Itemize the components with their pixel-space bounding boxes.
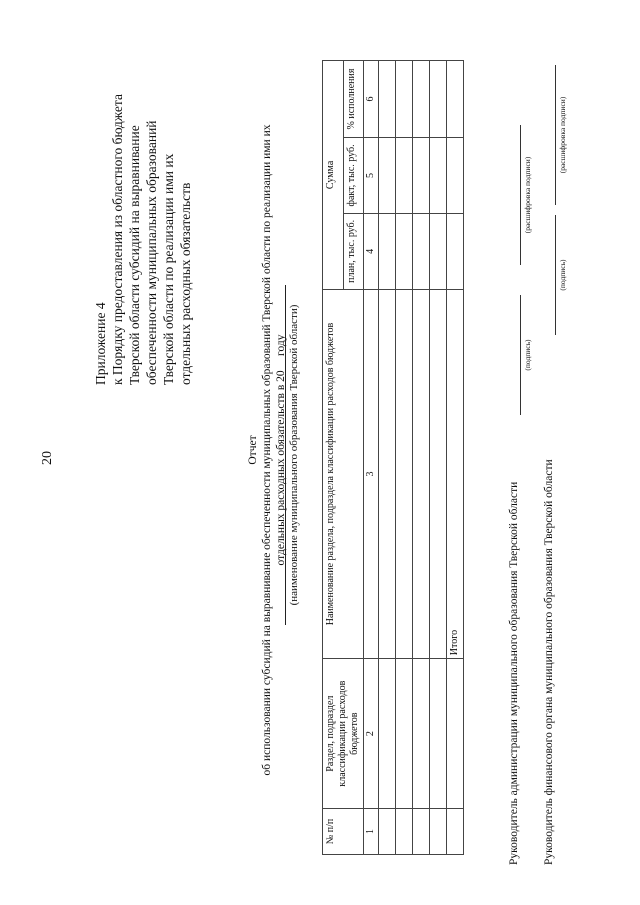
column-number: 5 [364, 137, 379, 213]
report-subtitle-line1: об использовании субсидий на выравнивание обеспеченности муниципальных образований Тверской области по реализации ими их [261, 124, 273, 776]
table-cell [447, 659, 464, 809]
report-table [322, 60, 464, 855]
header-percent: % исполнения [343, 61, 364, 138]
report-title: Отчет [247, 435, 259, 465]
table-cell [396, 61, 413, 138]
signature-head-admin: Руководитель администрации муниципального образования Тверской области [508, 481, 520, 865]
column-number-row [364, 61, 379, 855]
table-cell [413, 289, 430, 658]
table-cell [396, 213, 413, 289]
table-cell [396, 809, 413, 855]
appendix-line: обеспеченности муниципальных образований [144, 120, 159, 385]
header-section: Раздел, подраздел классификации расходов бюджетов [323, 659, 364, 809]
column-number: 2 [364, 659, 379, 809]
table-row [413, 61, 430, 855]
table-header-row [323, 61, 344, 855]
signature-head-finance: Руководитель финансового органа муниципального образования Тверской области [543, 459, 555, 865]
appendix-line: Тверской области по реализации ими их [161, 153, 176, 385]
decoding-line: (расшифровка подписи) [520, 125, 532, 265]
table-cell [430, 289, 447, 658]
table-cell [430, 61, 447, 138]
appendix-line: к Порядку предоставления из областного бюджета [110, 94, 125, 385]
total-label: Итого [447, 289, 464, 658]
appendix-line: Приложение 4 [93, 302, 108, 385]
header-sum: Сумма [323, 61, 344, 290]
table-row [379, 61, 396, 855]
table-cell [430, 809, 447, 855]
appendix-line: Тверской области субсидий на выравнивание [127, 125, 142, 385]
report-subtitle-line2: отдельных расходных обязательств в 20__ году [275, 334, 287, 566]
org-name-caption: (наименование муниципального образования Тверской области) [285, 285, 300, 625]
column-number: 3 [364, 289, 379, 658]
table-cell [413, 137, 430, 213]
table-cell [396, 137, 413, 213]
table-row [396, 61, 413, 855]
table-cell [413, 61, 430, 138]
signature-line: (подпись) [520, 295, 532, 415]
table-cell [447, 61, 464, 138]
table-cell [396, 659, 413, 809]
table-cell [430, 659, 447, 809]
header-name: Наименование раздела, подраздела классификации расходов бюджетов [323, 289, 364, 658]
table-cell [379, 213, 396, 289]
column-number: 6 [364, 61, 379, 138]
table-cell [379, 137, 396, 213]
table-cell [379, 659, 396, 809]
appendix-line: отдельных расходных обязательств [178, 182, 193, 385]
table-cell [430, 137, 447, 213]
column-number: 4 [364, 213, 379, 289]
header-fact: факт, тыс. руб. [343, 137, 364, 213]
page-number: 20 [40, 451, 55, 465]
header-num: № п/п [323, 809, 364, 855]
header-plan: план, тыс. руб. [343, 213, 364, 289]
table-cell [413, 213, 430, 289]
table-cell [379, 809, 396, 855]
column-number: 1 [364, 809, 379, 855]
total-row [447, 61, 464, 855]
table-cell [379, 61, 396, 138]
table-row [430, 61, 447, 855]
table-cell [379, 289, 396, 658]
table-cell [430, 213, 447, 289]
table-cell [396, 289, 413, 658]
table-cell [447, 809, 464, 855]
table-cell [413, 659, 430, 809]
appendix-block [92, 25, 194, 385]
table-cell [413, 809, 430, 855]
report-heading [246, 55, 288, 845]
table-cell [447, 213, 464, 289]
decoding-line: (расшифровка подписи) [555, 65, 567, 205]
signature-line: (подпись) [555, 215, 567, 335]
table-cell [447, 137, 464, 213]
